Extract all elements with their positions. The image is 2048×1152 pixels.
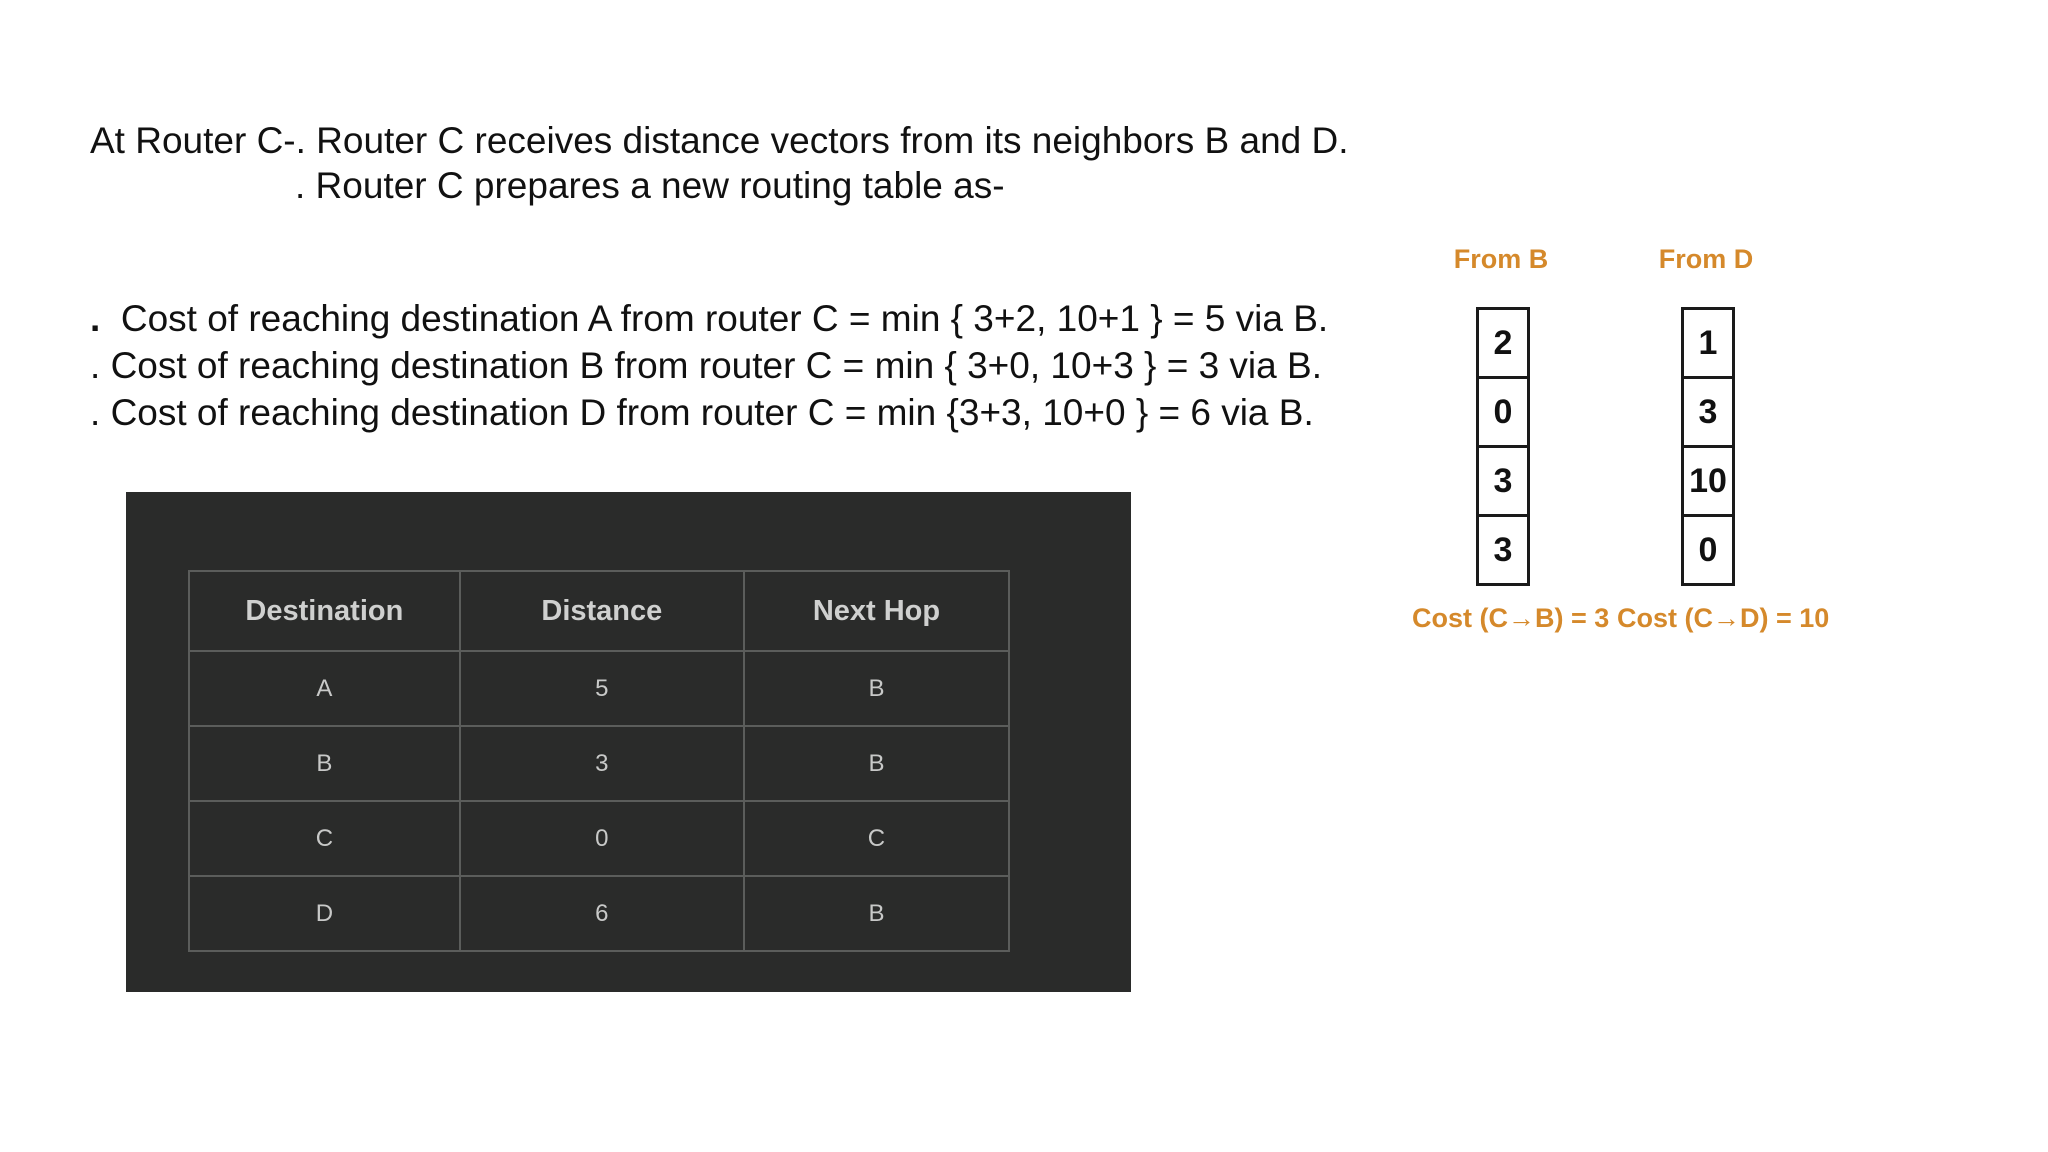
bullet-dot: .	[90, 345, 101, 386]
cell-distance: 3	[460, 726, 744, 801]
cell-destination: B	[189, 726, 460, 801]
header-next-hop: Next Hop	[744, 571, 1009, 651]
cell-destination: A	[189, 651, 460, 726]
calc-text: Cost of reaching destination D from router C = min {3+3, 10+0 } = 6 via B.	[110, 392, 1314, 433]
header-destination: Destination	[189, 571, 460, 651]
cell-distance: 0	[460, 801, 744, 876]
vector-b-cell: 3	[1476, 514, 1530, 586]
calc-destination-a	[90, 295, 1328, 342]
vector-d-cell: 10	[1681, 445, 1735, 517]
routing-table-panel	[126, 492, 1131, 992]
bullet-dot: .	[90, 298, 101, 339]
cost-c-b-label: Cost (C→B) = 3	[1412, 603, 1610, 633]
intro-line-1: At Router C-. Router C receives distance vectors from its neighbors B and D.	[90, 120, 1349, 161]
vector-b-label: From B	[1453, 244, 1549, 274]
routing-table	[188, 570, 1010, 952]
vector-b-cell: 3	[1476, 445, 1530, 517]
calc-text: Cost of reaching destination A from router C = min { 3+2, 10+1 } = 5 via B.	[120, 298, 1329, 339]
vector-d	[1681, 307, 1731, 586]
calc-destination-b	[90, 342, 1328, 389]
intro-line-2: . Router C prepares a new routing table as-	[295, 165, 1005, 206]
calc-destination-d	[90, 389, 1328, 436]
cell-distance: 5	[460, 651, 744, 726]
cell-destination: D	[189, 876, 460, 951]
cell-next-hop: B	[744, 726, 1009, 801]
cell-next-hop: B	[744, 876, 1009, 951]
header-distance: Distance	[460, 571, 744, 651]
table-row	[189, 876, 1009, 951]
cell-destination: C	[189, 801, 460, 876]
cell-distance: 6	[460, 876, 744, 951]
bullet-dot: .	[90, 392, 101, 433]
table-row	[189, 801, 1009, 876]
cell-next-hop: B	[744, 651, 1009, 726]
vector-b	[1476, 307, 1526, 586]
vector-d-label: From D	[1658, 244, 1754, 274]
cost-calculations	[90, 295, 1328, 436]
cell-next-hop: C	[744, 801, 1009, 876]
cost-c-d-label: Cost (C→D) = 10	[1617, 603, 1830, 633]
vector-d-cell: 0	[1681, 514, 1735, 586]
calc-text: Cost of reaching destination B from router C = min { 3+0, 10+3 } = 3 via B.	[110, 345, 1322, 386]
vector-b-cell: 2	[1476, 307, 1530, 379]
table-header-row	[189, 571, 1009, 651]
table-row	[189, 726, 1009, 801]
table-row	[189, 651, 1009, 726]
vector-d-cell: 3	[1681, 376, 1735, 448]
vector-d-cell: 1	[1681, 307, 1735, 379]
vector-b-cell: 0	[1476, 376, 1530, 448]
intro-text	[90, 118, 1349, 208]
